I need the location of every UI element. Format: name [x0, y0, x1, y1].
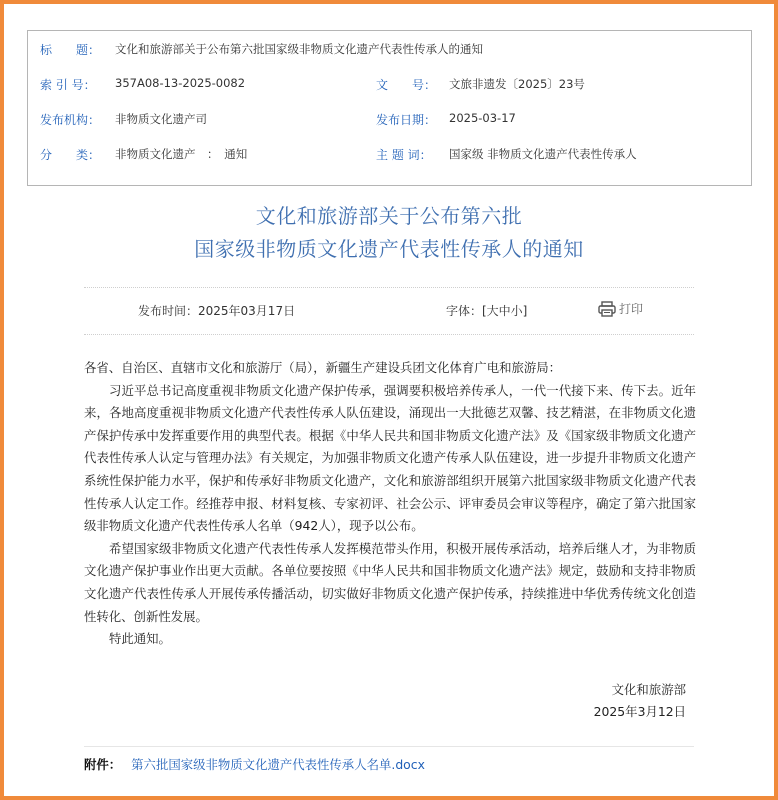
document-page — [4, 4, 774, 796]
meta-row-title — [28, 41, 751, 75]
meta-date-value: 2025-03-17 — [449, 111, 516, 125]
publish-time: 发布时间：2025年03月17日 — [138, 304, 296, 318]
title-divider — [84, 287, 694, 288]
info-divider — [84, 334, 694, 335]
meta-row-issuer — [28, 111, 751, 145]
article-title-line-1: 文化和旅游部关于公布第六批 — [255, 204, 523, 228]
meta-category-label: 分 类： — [40, 148, 101, 162]
attachment-row — [84, 755, 425, 773]
meta-topic-label: 主 题 词： — [376, 148, 432, 162]
closing: 特此通知。 — [109, 631, 171, 647]
meta-row-category — [28, 146, 751, 180]
article-title-line-2: 国家级非物质文化遗产代表性传承人的通知 — [194, 237, 584, 261]
meta-docno-label: 文 号： — [376, 78, 437, 92]
paragraph-2: 希望国家级非物质文化遗产代表性传承人发挥模范带头作用，积极开展传承活动，培养后继人才，为非物质文化遗产保护事业作出更大贡献。各单位要按照《中华人民共和国非物质文化遗产法》规定，鼓励和支持非物质文化遗产代表性传承人开展传承传播活动，切实做好非物质文化遗产保护传承，持续推进中华优秀传统文化创造性转化、创新性发展。 — [84, 540, 696, 624]
meta-issuer-value: 非物质文化遗产司 — [115, 112, 207, 126]
meta-title-label: 标 题： — [40, 43, 101, 57]
attachment-link[interactable]: 第六批国家级非物质文化遗产代表性传承人名单.docx — [131, 757, 425, 772]
salutation: 各省、自治区、直辖市文化和旅游厅（局），新疆生产建设兵团文化体育广电和旅游局： — [84, 360, 562, 375]
attachment-label: 附件： — [84, 757, 122, 772]
print-label: 打印 — [619, 302, 644, 316]
meta-index-label: 索 引 号： — [40, 78, 96, 92]
attachment-divider — [84, 746, 694, 747]
metadata-panel — [27, 30, 752, 186]
printer-icon — [598, 301, 616, 317]
print-button[interactable] — [598, 300, 643, 317]
meta-issuer-label: 发布机构： — [40, 113, 101, 127]
font-size-switcher[interactable]: 字体：[大中小] — [446, 304, 528, 318]
signature-org: 文化和旅游部 — [611, 682, 686, 697]
meta-docno-value: 文旅非遗发〔2025〕23号 — [449, 77, 585, 91]
meta-title-value: 文化和旅游部关于公布第六批国家级非物质文化遗产代表性传承人的通知 — [115, 42, 483, 56]
meta-row-index — [28, 76, 751, 110]
signature-date: 2025年3月12日 — [593, 704, 686, 719]
meta-date-label: 发布日期： — [376, 113, 437, 127]
article-body — [84, 357, 696, 651]
meta-category-value: 非物质文化遗产 ： 通知 — [115, 147, 248, 161]
meta-topic-value: 国家级 非物质文化遗产代表性传承人 — [449, 147, 637, 161]
paragraph-1: 习近平总书记高度重视非物质文化遗产保护传承，强调要积极培养传承人，一代一代接下来、传下去。近年来，各地高度重视非物质文化遗产代表性传承人队伍建设，涌现出一大批德艺双馨、技艺精湛，在非物质文化遗产保护传承中发挥重要作用的典型代表。根据《中华人民共和国非物质文化遗产法》及《国家级非物质文化遗产代表性传承人认定与管理办法》有关规定，为加强非物质文化遗产传承人队伍建设，进一步提升非物质文化遗产系统性保护能力水平，保护和传承好非物质文化遗产，文化和旅游部组织开展第六批国家级非物质文化遗产代表性传承人认定工作。经推荐申报、材料复核、专家初评、社会公示、评审委员会审议等程序，确定了第六批国家级非物质文化遗产代表性传承人名单（942人），现予以公布。 — [84, 382, 696, 534]
meta-index-value: 357A08-13-2025-0082 — [115, 76, 246, 90]
